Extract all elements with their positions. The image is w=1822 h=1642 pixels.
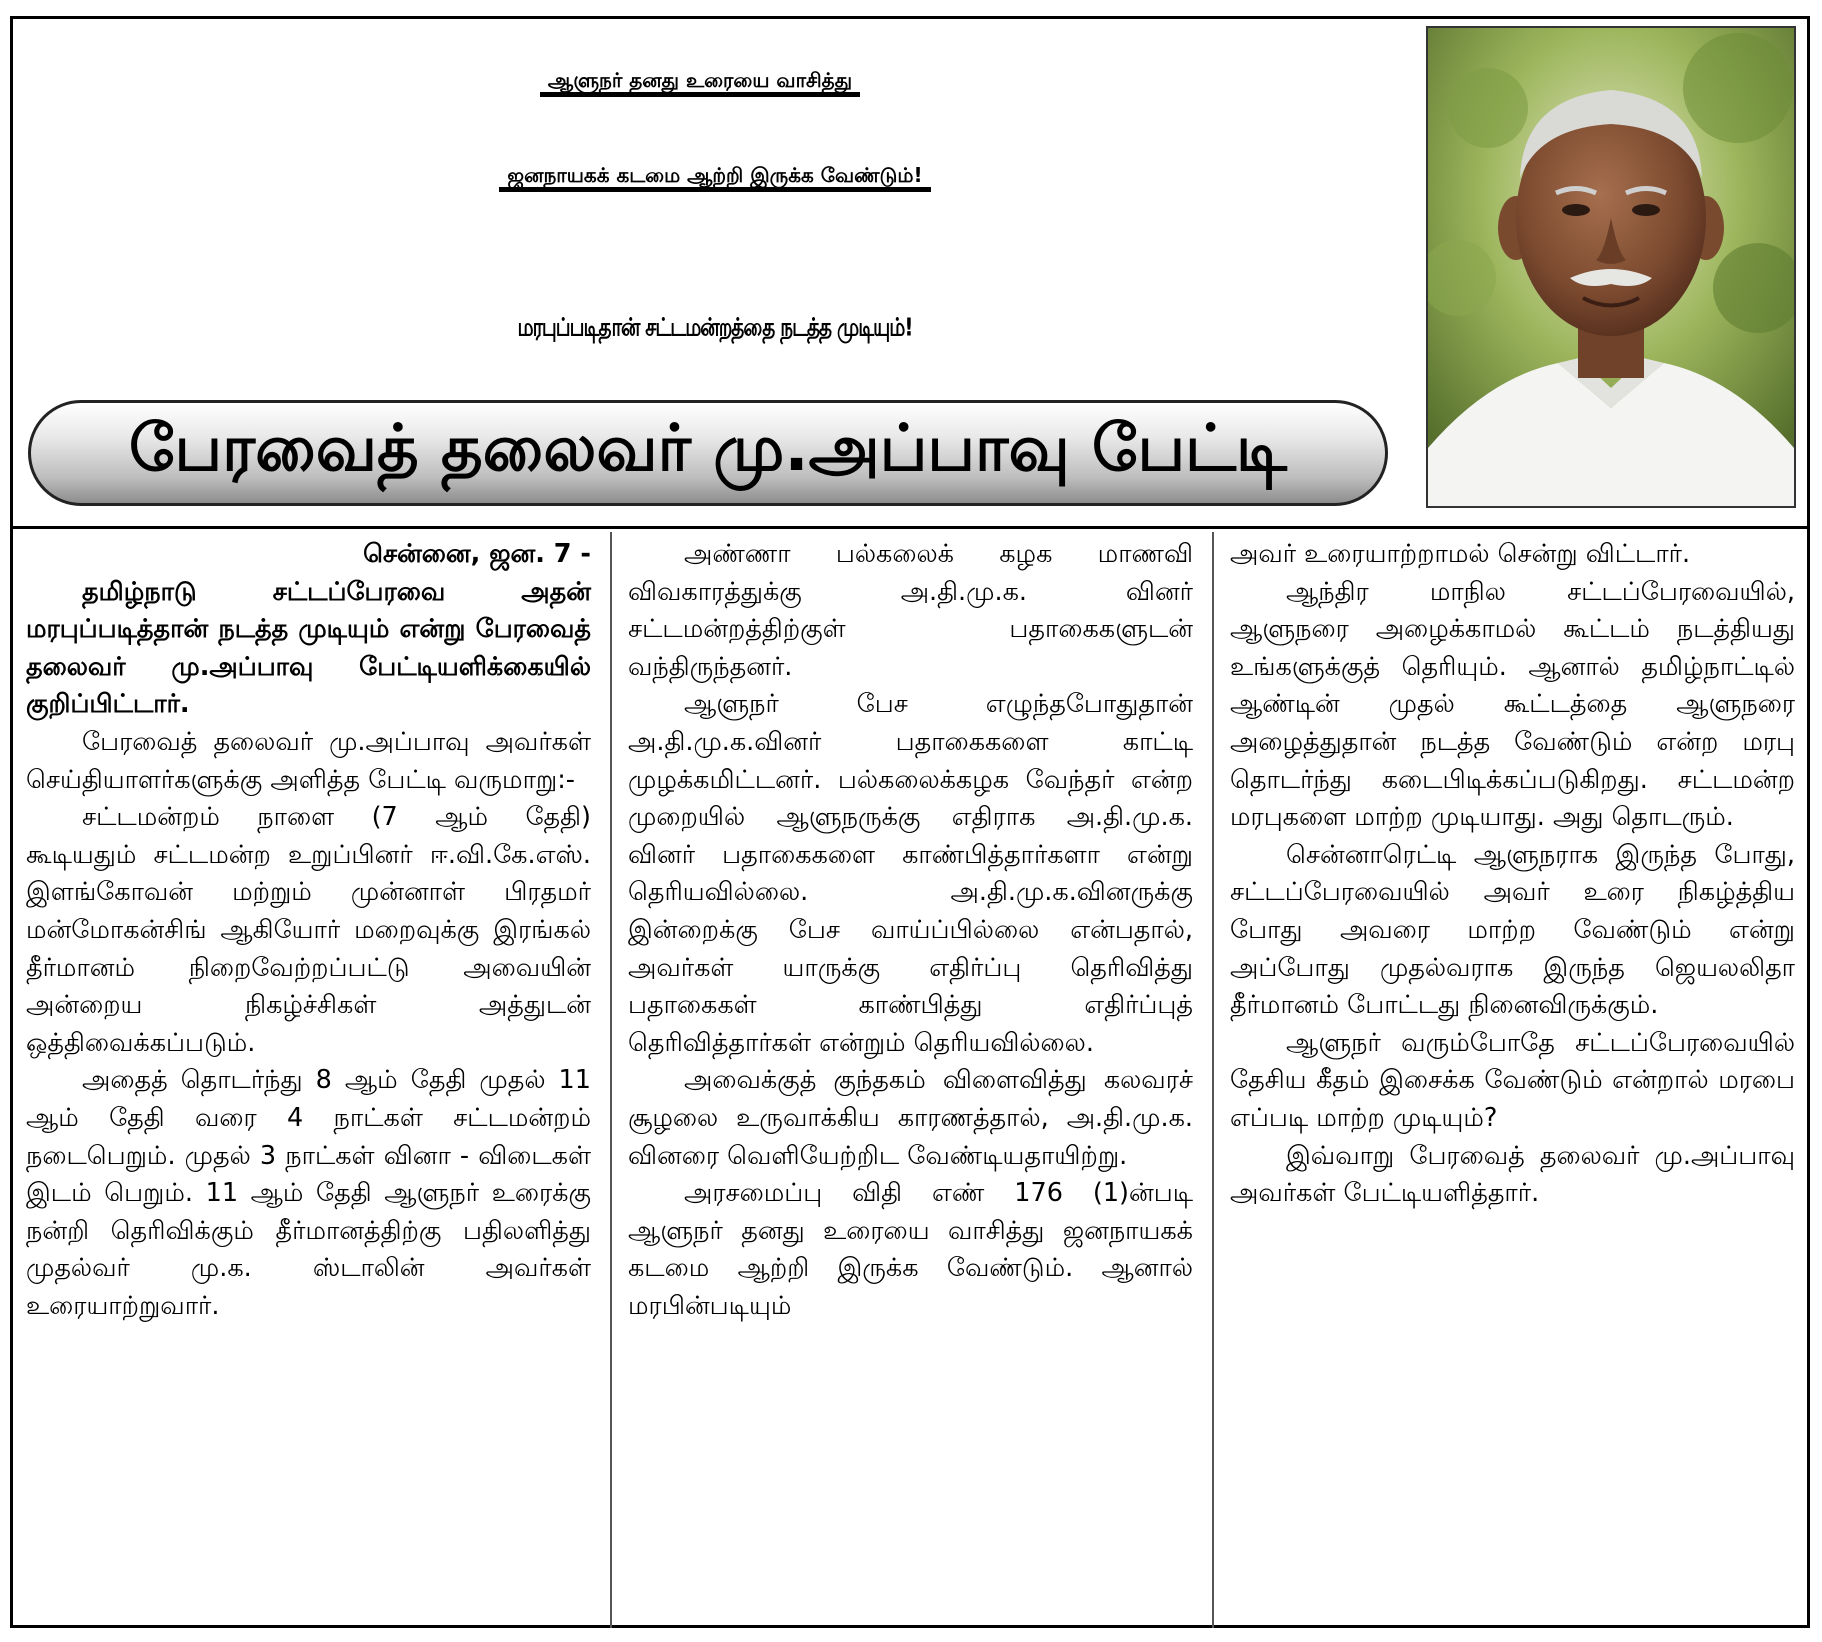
- paragraph: அண்ணா பல்கலைக் கழக மாணவி விவகாரத்துக்கு அ.தி.மு.க. வினர் சட்டமன்றத்திற்குள் பதாகைகளுடன் வந்திருந்தனர்.: [628, 539, 1193, 682]
- article-column-3: [1230, 536, 1795, 1213]
- headline-line-2: ஜனநாயகக் கடமை ஆற்றி இருக்க வேண்டும்!: [30, 132, 1400, 218]
- article-column-1: [26, 536, 591, 1325]
- dateline: சென்னை, ஜன. 7 -: [363, 539, 591, 569]
- speaker-photo: [1426, 26, 1796, 508]
- main-headline: மரபுப்படிதான் சட்டமன்றத்தை நடத்த முடியும்!: [517, 311, 913, 342]
- paragraph: அவர் உரையாற்றாமல் சென்று விட்டார்.: [1230, 539, 1691, 569]
- paragraph: ஆந்திர மாநில சட்டப்பேரவையில், ஆளுநரை அழைக்காமல் கூட்டம் நடத்தியது உங்களுக்குத் தெரியும். ஆனால் தமிழ்நாட்டில் ஆண்டின் முதல் கூட்டத்தை ஆளுநரை அழைத்துதான் நடத்த வேண்டும் என்ற மரபு தொடர்ந்து கடைபிடிக்கப்படுகிறது. சட்டமன்ற மரபுகளை மாற்ற முடியாது. அது தொடரும்.: [1230, 576, 1795, 833]
- headline-line-1: ஆளுநர் தனது உரையை வாசித்து: [150, 40, 1250, 120]
- paragraph: சென்னாரெட்டி ஆளுநராக இருந்த போது, சட்டப்பேரவையில் அவர் உரை நிகழ்த்திய போது அவரை மாற்ற வேண்டும் என்று அப்போது முதல்வராக இருந்த ஜெயலலிதா தீர்மானம் போட்டது நினைவிருக்கும்.: [1230, 839, 1795, 1021]
- paragraph: இவ்வாறு பேரவைத் தலைவர் மு.அப்பாவு அவர்கள் பேட்டியளித்தார்.: [1230, 1140, 1795, 1209]
- subheadline-text: பேரவைத் தலைவர் மு.அப்பாவு பேட்டி: [129, 412, 1287, 486]
- article-column-2: [628, 536, 1193, 1325]
- lead-paragraph: தமிழ்நாடு சட்டப்பேரவை அதன் மரபுப்படித்தான் நடத்த முடியும் என்று பேரவைத் தலைவர் மு.அப்பாவு பேட்டியளிக்கையில் குறிப்பிட்டார்.: [26, 576, 591, 720]
- header-divider: [10, 526, 1810, 529]
- paragraph: அரசமைப்பு விதி எண் 176 (1)ன்படி ஆளுநர் தனது உரையை வாசித்து ஜனநாயகக் கடமை ஆற்றி இருக்க வேண்டும். ஆனால் மரபின்படியும்: [628, 1178, 1193, 1321]
- paragraph: ஆளுநர் வரும்போதே சட்டப்பேரவையில் தேசிய கீதம் இசைக்க வேண்டும் என்றால் மரபை எப்படி மாற்ற முடியும்?: [1230, 1027, 1795, 1133]
- portrait-illustration: [1428, 28, 1794, 506]
- column-divider-2: [1212, 532, 1214, 1628]
- paragraph: அவைக்குத் குந்தகம் விளைவித்து கலவரச் சூழலை உருவாக்கிய காரணத்தால், அ.தி.மு.க. வினரை வெளியேற்றிட வேண்டியதாயிற்று.: [628, 1065, 1193, 1171]
- paragraph: சட்டமன்றம் நாளை (7 ஆம் தேதி) கூடியதும் சட்டமன்ற உறுப்பினர் ஈ.வி.கே.எஸ். இளங்கோவன் மற்றும் முன்னாள் பிரதமர் மன்மோகன்சிங் ஆகியோர் மறைவுக்கு இரங்கல் தீர்மானம் நிறைவேற்றப்பட்டு அவையின் அன்றைய நிகழ்ச்சிகள் அத்துடன் ஒத்திவைக்கப்படும்.: [26, 802, 591, 1058]
- paragraph: அதைத் தொடர்ந்து 8 ஆம் தேதி முதல் 11 ஆம் தேதி வரை 4 நாட்கள் சட்டமன்றம் நடைபெறும். முதல் 3 நாட்கள் வினா - விடைகள் இடம் பெறும். 11 ஆம் தேதி ஆளுநர் உரைக்கு நன்றி தெரிவிக்கும் தீர்மானத்திற்கு பதிலளித்து முதல்வர் மு.க. ஸ்டாலின் அவர்கள் உரையாற்றுவார்.: [26, 1065, 591, 1321]
- paragraph: ஆளுநர் பேச எழுந்தபோதுதான் அ.தி.மு.க.வினர் பதாகைகளை காட்டி முழக்கமிட்டனர். பல்கலைக்கழக வேந்தர் என்ற முறையில் ஆளுநருக்கு எதிராக அ.தி.மு.க. வினர் பதாகைகளை காண்பித்தார்களா என்று தெரியவில்லை. அ.தி.மு.க.வினருக்கு இன்றைக்கு பேச வாய்ப்பில்லை என்பதால், அவர்கள் யாருக்கு எதிர்ப்பு தெரிவித்து பதாகைகள் காண்பித்து எதிர்ப்புத் தெரிவித்தார்கள் என்றும் தெரியவில்லை.: [628, 689, 1193, 1058]
- column-divider-1: [610, 532, 612, 1628]
- subheadline-banner: [28, 400, 1388, 506]
- paragraph: பேரவைத் தலைவர் மு.அப்பாவு அவர்கள் செய்தியாளர்களுக்கு அளித்த பேட்டி வருமாறு:-: [26, 726, 591, 795]
